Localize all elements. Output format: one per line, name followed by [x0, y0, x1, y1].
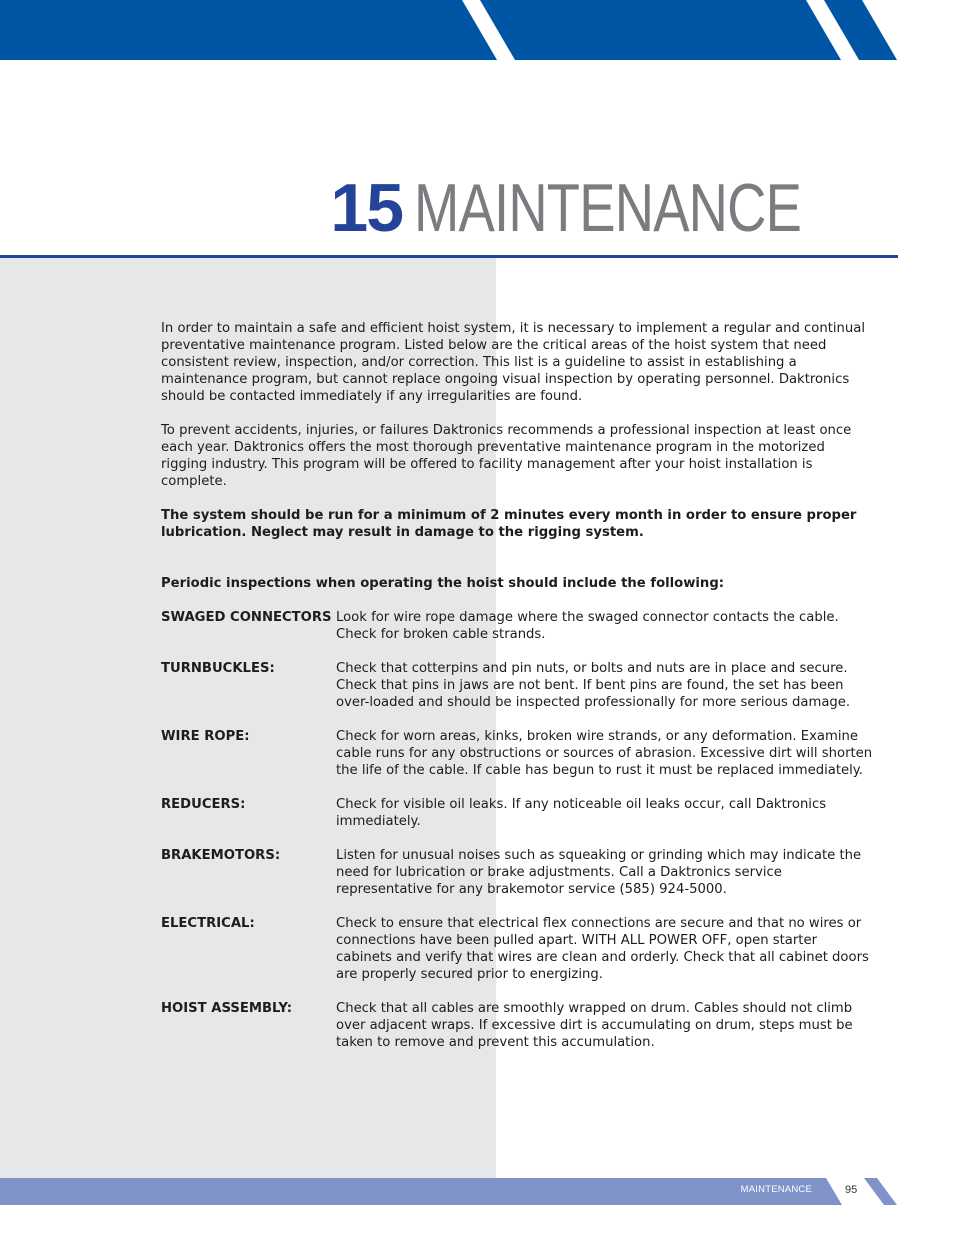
- item-text: Check that all cables are smoothly wrapped on drum. Cables should not climb over adjacent wraps. If excessive dirt is accumulating on drum, steps must be taken to remove and prevent this accumulation.: [336, 1001, 853, 1050]
- footer-section-label: MAINTENANCE: [740, 1184, 812, 1195]
- spacer: [161, 558, 873, 575]
- inspection-item-swaged-connectors: [161, 609, 873, 643]
- item-text: Check that cotterpins and pin nuts, or bolts and nuts are in place and secure. Check that pins in jaws are not bent. If bent pins are found, the set has been over-loaded and should be inspected professionally for more serious damage.: [336, 661, 851, 710]
- inspection-item-hoist-assembly: [161, 1000, 873, 1051]
- item-text: Look for wire rope damage where the swaged connector contacts the cable. Check for broken cable strands.: [336, 610, 839, 642]
- lubrication-notice: The system should be run for a minimum of 2 minutes every month in order to ensure proper lubrication. Neglect may result in damage to the rigging system.: [161, 508, 857, 540]
- page-number: 95: [845, 1184, 858, 1196]
- inspection-item-electrical: [161, 915, 873, 983]
- item-text: Check to ensure that electrical flex connections are secure and that no wires or connections have been pulled apart. WITH ALL POWER OFF, open starter cabinets and verify that wires are clean and orderly. Check that all cabinet doors are properly secured prior to energizing.: [336, 916, 869, 982]
- item-label: HOIST ASSEMBLY:: [161, 1001, 293, 1016]
- inspection-item-wire-rope: [161, 728, 873, 779]
- header-band: [0, 0, 954, 60]
- item-label: REDUCERS:: [161, 797, 246, 812]
- inspection-item-reducers: [161, 796, 873, 830]
- item-label: ELECTRICAL:: [161, 916, 255, 931]
- chapter-word: MAINTENANCE: [414, 170, 802, 246]
- chapter-title: [330, 168, 898, 248]
- item-text: Listen for unusual noises such as squeaking or grinding which may indicate the need for lubrication or brake adjustments. Call a Daktronics service representative for any brakemotor service (585) 924-5000.: [336, 848, 862, 897]
- item-label: SWAGED CONNECTORS: [161, 610, 332, 625]
- item-label: BRAKEMOTORS:: [161, 848, 281, 863]
- intro-paragraph: To prevent accidents, injuries, or failures Daktronics recommends a professional inspection at least once each year. Daktronics offers the most thorough preventative maintenance program in the motorized rigging industry. This program will be offered to facility management after your hoist installation is complete.: [161, 423, 852, 489]
- item-label: WIRE ROPE:: [161, 729, 250, 744]
- item-label: TURNBUCKLES:: [161, 661, 275, 676]
- inspection-heading: Periodic inspections when operating the hoist should include the following:: [161, 576, 725, 591]
- inspection-item-brakemotors: [161, 847, 873, 898]
- item-text: Check for visible oil leaks. If any noticeable oil leaks occur, call Daktronics immediately.: [336, 797, 827, 829]
- inspection-item-turnbuckles: [161, 660, 873, 711]
- item-text: Check for worn areas, kinks, broken wire strands, or any deformation. Examine cable runs for any obstructions or sources of abrasion. Excessive dirt will shorten the life of the cable. If cable has begun to rust it must be replaced immediately.: [336, 729, 873, 778]
- chapter-number: 15: [330, 170, 403, 246]
- intro-paragraph: In order to maintain a safe and efficient hoist system, it is necessary to implement a regular and continual preventative maintenance program. Listed below are the critical areas of the hoist system that need consistent review, inspection, and/or correction. This list is a guideline to assist in establishing a maintenance program, but cannot replace ongoing visual inspection by operating personnel. Daktronics should be contacted immediately if any irregularities are found.: [161, 321, 865, 404]
- main-content: [161, 320, 873, 1068]
